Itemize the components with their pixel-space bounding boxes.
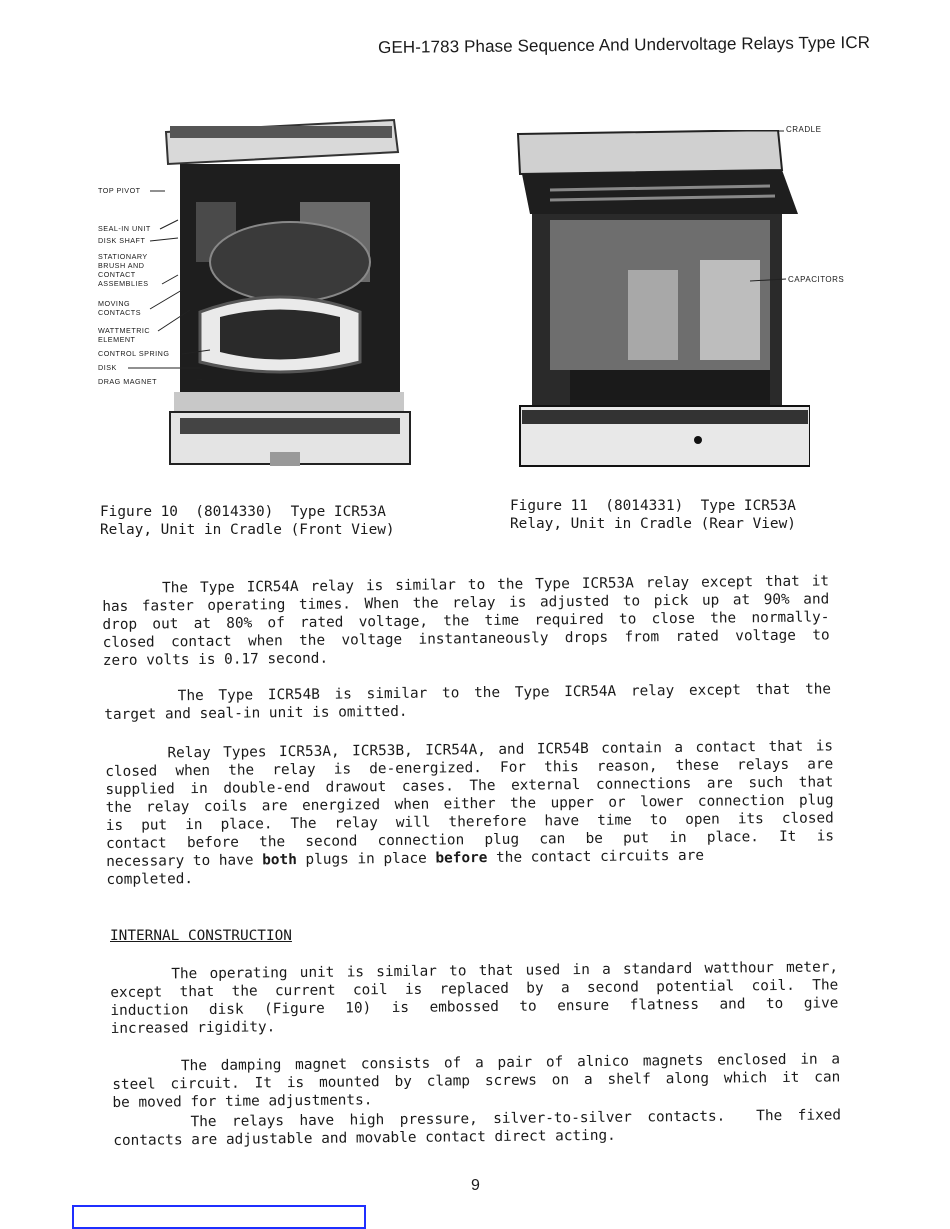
label-moving-1: MOVING <box>98 299 131 308</box>
text-line: The operating unit is similar to that used in a standard watthour meter, <box>110 959 839 983</box>
label-cradle: CRADLE <box>786 125 822 134</box>
text-line: target and seal-in unit is omitted. <box>104 703 408 723</box>
figure-10-caption-line-2: Relay, Unit in Cradle (Front View) <box>100 522 395 538</box>
text-line: The relays have high pressure, silver-to-silver contacts. The fixed <box>113 1107 842 1131</box>
page-header: GEH-1783 Phase Sequence And Undervoltage Relays Type ICR <box>378 32 871 57</box>
figure-11-caption-line-1: Figure 11 (8014331) Type ICR53A <box>510 498 796 514</box>
paragraph-damping-magnet <box>112 1050 841 1112</box>
label-disk-shaft: DISK SHAFT <box>98 236 146 245</box>
label-wattmetric-2: ELEMENT <box>98 335 136 344</box>
section-title-internal-construction: INTERNAL CONSTRUCTION <box>110 928 292 944</box>
label-drag-magnet: DRAG MAGNET <box>98 377 158 386</box>
paragraph-icr54b <box>104 680 831 724</box>
text-line: steel circuit. It is mounted by clamp screws on a shelf along which it can <box>112 1069 841 1093</box>
text-line: increased rigidity. <box>110 1019 276 1037</box>
text-line: induction disk (Figure 10) is embossed to ensure flatness and to give <box>110 995 839 1019</box>
text-line: contact before the second connection plug can be put in place. It is <box>105 828 835 852</box>
label-wattmetric-1: WATTMETRIC <box>98 326 151 335</box>
label-moving-2: CONTACTS <box>98 308 141 317</box>
text-line: The Type ICR54A relay is similar to the Type ICR53A relay except that it <box>102 573 830 597</box>
text-run: plugs in place <box>296 850 436 868</box>
text-line: completed. <box>106 871 194 888</box>
page-number: 9 <box>471 1177 480 1194</box>
text-line: except that the current coil is replaced by a second potential coil. The <box>110 977 839 1001</box>
label-top-pivot: TOP PIVOT <box>98 186 141 195</box>
text-run: necessary to have <box>106 852 263 870</box>
text-line: the relay coils are energized when either the upper or lower connection plug <box>105 792 834 816</box>
label-control-spring: CONTROL SPRING <box>98 349 170 358</box>
text-line: The Type ICR54B is similar to the Type ICR54A relay except that the <box>104 681 832 705</box>
text-line: is put in place. The relay will therefore have time to open its closed <box>105 810 834 834</box>
text-line: contacts are adjustable and movable contact direct acting. <box>113 1127 616 1149</box>
figure-10-leader-lines <box>120 180 240 380</box>
text-line: closed when the relay is de-energized. For this reason, these relays are <box>105 756 834 780</box>
figure-11-caption-line-2: Relay, Unit in Cradle (Rear View) <box>510 516 796 532</box>
text-line: The damping magnet consists of a pair of alnico magnets enclosed in a <box>112 1051 841 1075</box>
paragraph-operating-unit <box>110 958 839 1038</box>
text-run: the contact circuits are <box>487 847 705 867</box>
text-line: has faster operating times. When the relay is adjusted to pick up at 90% and <box>102 591 830 615</box>
label-stationary-1: STATIONARY <box>98 252 148 261</box>
text-line: drop out at 80% of rated voltage, the time required to close the normally- <box>102 609 830 633</box>
text-line: zero volts is 0.17 second. <box>102 650 329 669</box>
text-line: be moved for time adjustments. <box>112 1092 373 1111</box>
text-line: supplied in double-end drawout cases. The external connections are such that <box>105 774 834 798</box>
label-stationary-3: CONTACT <box>98 270 136 279</box>
blank-field-box <box>72 1205 366 1229</box>
label-capacitors: CAPACITORS <box>788 275 845 284</box>
figure-11-leader-lines <box>730 126 790 286</box>
figure-10-caption-line-1: Figure 10 (8014330) Type ICR53A <box>100 504 386 520</box>
text-line: closed contact when the voltage instantaneously drops from rated voltage to <box>102 627 830 651</box>
label-stationary-2: BRUSH AND <box>98 261 145 270</box>
label-stationary-4: ASSEMBLIES <box>98 279 149 288</box>
paragraph-contacts <box>113 1106 841 1150</box>
text-line: Relay Types ICR53A, ICR53B, ICR54A, and ICR54B contain a contact that is <box>105 738 834 762</box>
label-seal-in-unit: SEAL-IN UNIT <box>98 224 151 233</box>
emphasis-both: both <box>262 851 297 869</box>
emphasis-before: before <box>435 850 488 867</box>
paragraph-relay-types <box>105 737 834 889</box>
label-disk: DISK <box>98 363 117 372</box>
paragraph-icr54a <box>102 572 830 670</box>
